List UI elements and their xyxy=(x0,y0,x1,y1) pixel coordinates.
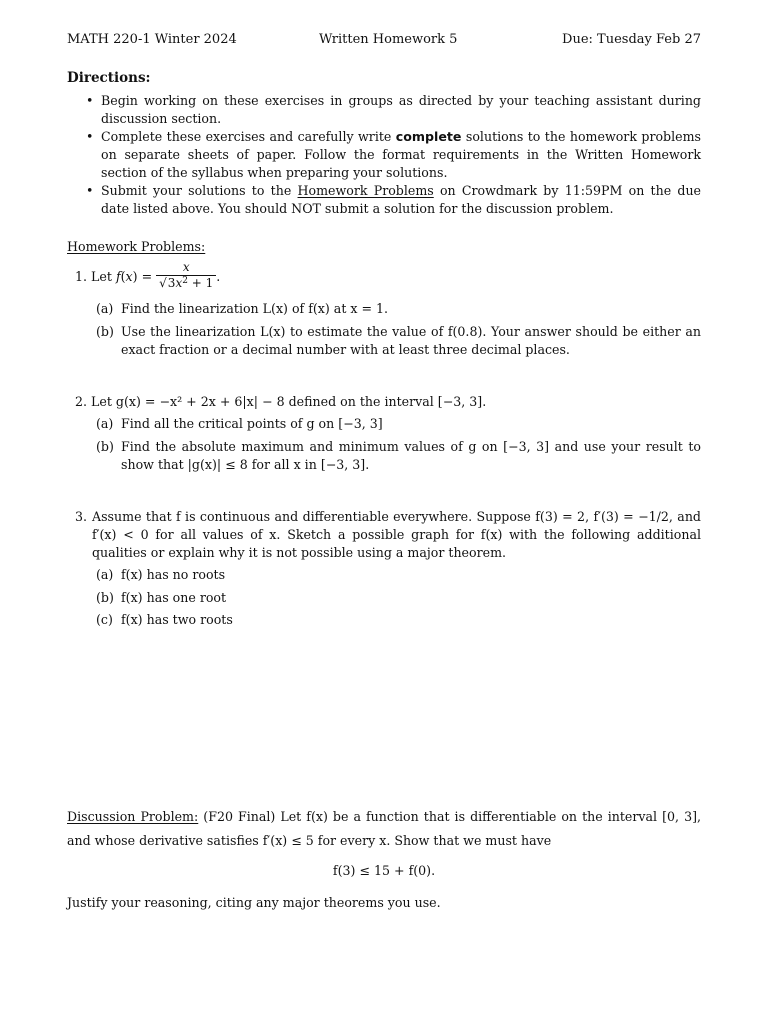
part-label: (b) xyxy=(96,324,114,339)
problem-1b xyxy=(96,323,701,359)
problem-stem: Assume that f is continuous and differentiable everywhere. Suppose f(3) = 2, f′(3) = −1/2, and f′(x) < 0 for all values of x. Sketch a possible graph for f(x) with the following additional qualities or explain why it is not possible using a major theorem. xyxy=(92,509,701,560)
direction-text: solutions to the homework problems on separate sheets of paper. Follow the format requirements in the Written Homework section of the syllabus when preparing your solutions. xyxy=(101,129,701,180)
part-label: (b) xyxy=(96,590,114,605)
problem-number: 1. xyxy=(75,269,88,284)
direction-text: Complete these exercises and carefully write xyxy=(101,129,396,144)
part-text: Find all the critical points of g on [−3, 3] xyxy=(121,416,383,431)
problem-2 xyxy=(75,393,701,411)
part-label: (a) xyxy=(96,416,114,431)
problem-1: 1. Let f(x) = $\frac{x}{√3x^2 + 1}$ . xyxy=(75,260,221,290)
problem-3a xyxy=(96,566,701,584)
problem-stem: Let g(x) = −x² + 2x + 6|x| − 8 defined on the interval [−3, 3]. xyxy=(91,394,487,409)
problem-2b xyxy=(96,438,701,474)
discussion-problem xyxy=(67,805,701,853)
directions-list xyxy=(86,92,701,218)
part-text: Use the linearization L(x) to estimate the value of f(0.8). Your answer should be either an exact fraction or a decimal number with at least three decimal places. xyxy=(121,324,701,357)
fraction-f: $\frac{x}{√3x^2 + 1}$ xyxy=(156,260,216,291)
problem-3 xyxy=(75,508,701,562)
part-text: Find the absolute maximum and minimum values of g on [−3, 3] and use your result to show that |g(x)| ≤ 8 for all x in [−3, 3]. xyxy=(121,439,701,472)
problem-stem: Let xyxy=(91,269,112,284)
problem-3b xyxy=(96,589,701,607)
discussion-equation: f(3) ≤ 15 + f(0). xyxy=(332,863,436,878)
course-name: MATH 220-1 Winter 2024 xyxy=(67,32,237,47)
part-text: Find the linearization L(x) of f(x) at x = 1. xyxy=(121,301,389,316)
part-label: (a) xyxy=(96,567,114,582)
homework-heading: Homework Problems: xyxy=(67,239,206,254)
problem-2a xyxy=(96,415,701,433)
part-text: f(x) has one root xyxy=(121,590,227,605)
directions-heading: Directions: xyxy=(67,70,151,86)
direction-text: Begin working on these exercises in groups as directed by your teaching assistant during discussion section. xyxy=(101,93,701,126)
problem-number: 2. xyxy=(75,394,88,409)
function-f-lhs: f xyxy=(115,269,121,284)
problem-3c xyxy=(96,611,701,629)
complete-emphasis: complete xyxy=(395,129,462,144)
part-text: f(x) has no roots xyxy=(121,567,226,582)
direction-text: Submit your solutions to the xyxy=(101,183,298,198)
homework-problems-link[interactable]: Homework Problems xyxy=(297,183,434,198)
direction-item xyxy=(86,92,701,128)
direction-text: on Crowdmark by 11:59PM on the due date listed above. You should NOT submit a solution for the discussion problem. xyxy=(101,183,702,216)
part-text: f(x) has two roots xyxy=(121,612,233,627)
part-label: (c) xyxy=(96,612,113,627)
due-date: Due: Tuesday Feb 27 xyxy=(562,32,701,47)
direction-item xyxy=(86,182,701,218)
page-header xyxy=(67,31,701,51)
assignment-title: Written Homework 5 xyxy=(319,32,458,47)
part-label: (a) xyxy=(96,301,114,316)
discussion-closing: Justify your reasoning, citing any major theorems you use. xyxy=(67,895,441,910)
discussion-heading: Discussion Problem: xyxy=(67,809,199,824)
part-label: (b) xyxy=(96,439,114,454)
direction-item xyxy=(86,128,701,182)
problem-number: 3. xyxy=(75,509,88,524)
problem-1a xyxy=(96,300,701,318)
discussion-text: (F20 Final) Let f(x) be a function that is differentiable on the interval [0, 3], and whose derivative satisfies f′(x) ≤ 5 for every x. Show that we must have xyxy=(67,809,701,848)
